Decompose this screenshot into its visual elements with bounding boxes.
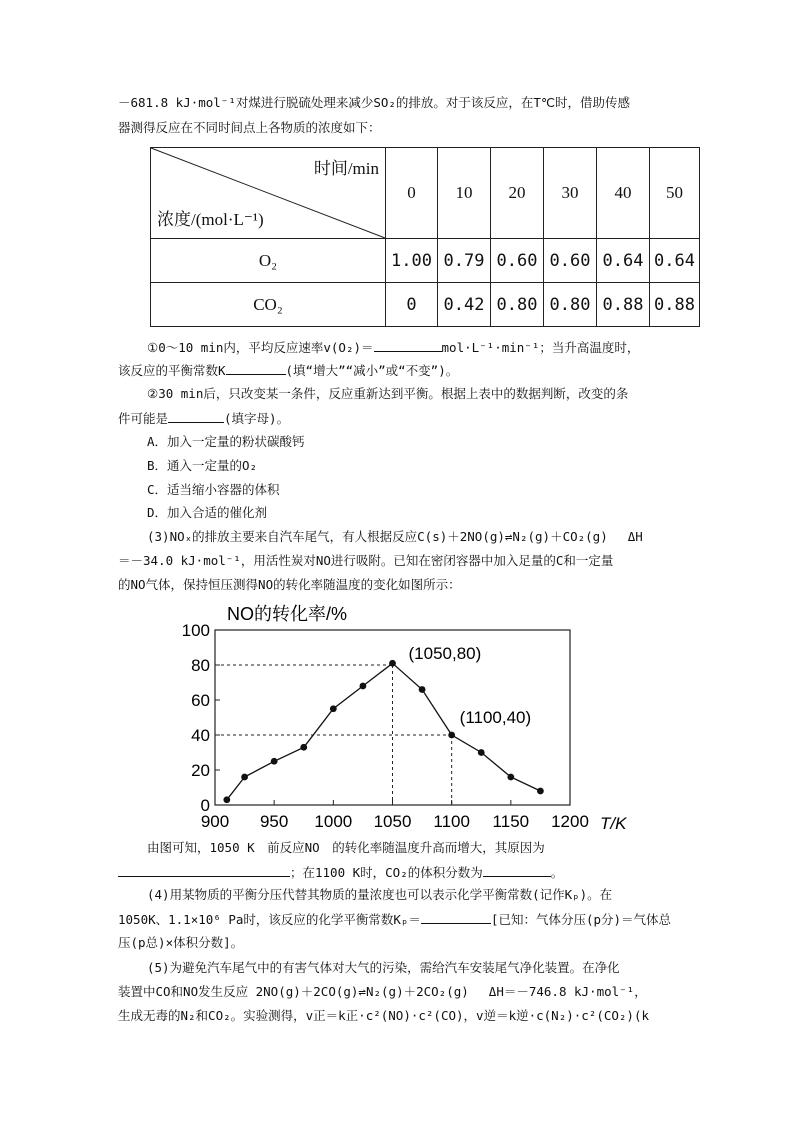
header-time: 时间/min	[313, 159, 379, 178]
data-point	[241, 774, 248, 781]
value-cell: 1.00	[386, 239, 438, 283]
y-axis-label: NO的转化率/%	[227, 604, 348, 624]
option-a: A．加入一定量的粉状碳酸钙	[147, 434, 305, 449]
annotation-label: (1050,80)	[408, 644, 482, 663]
y-tick-label: 100	[181, 621, 210, 640]
data-point	[360, 683, 367, 690]
y-tick-label: 80	[191, 656, 210, 675]
x-tick-label: 950	[259, 812, 289, 831]
data-point	[478, 749, 485, 756]
species-cell: CO₂	[151, 283, 386, 327]
data-point	[271, 758, 278, 765]
data-point	[507, 774, 514, 781]
option-d: D．加入合适的催化剂	[147, 505, 268, 520]
time-header-cell: 20	[491, 148, 544, 239]
question-2-line-1: ②30 min后，只改变某一条件，反应重新达到平衡。根据上表中的数据判断，改变的条	[147, 386, 629, 401]
y-tick-label: 0	[200, 796, 210, 815]
answer-blank[interactable]	[483, 862, 551, 877]
question-1-text-a: ①0～10 min内，平均反应速率v(O₂)＝	[147, 340, 374, 355]
x-tick-label: 1150	[492, 812, 530, 831]
data-point	[223, 796, 230, 803]
question-3-line-3: 的NO气体，保持恒压测得NO的转化率随温度的变化如图所示：	[118, 577, 461, 592]
x-tick-label: 1200	[551, 812, 589, 831]
question-5-line-1: (5)为避免汽车尾气中的有害气体对大气的污染，需给汽车安装尾气净化装置。在净化	[147, 960, 620, 975]
question-1-text-b: mol·L⁻¹·min⁻¹；当升高温度时，	[441, 340, 640, 355]
series-line	[227, 663, 541, 800]
data-point	[448, 732, 455, 739]
data-point	[389, 660, 396, 667]
x-tick-label: 900	[200, 812, 230, 831]
question-3-line-1: (3)NOₓ的排放主要来自汽车尾气，有人根据反应C(s)＋2NO(g)⇌N₂(g)＋CO₂(g) ΔH	[147, 529, 643, 544]
value-cell: 0.64	[597, 239, 650, 283]
text-line-1: －681.8 kJ·mol⁻¹对煤进行脱硫处理来减少SO₂的排放。对于该反应，在T℃时，借助传感	[118, 95, 631, 110]
value-cell: 0	[386, 283, 438, 327]
question-1-line-1	[147, 337, 707, 358]
value-cell: 0.60	[544, 239, 597, 283]
value-cell: 0.64	[650, 239, 700, 283]
text-line-2: 器测得反应在不同时间点上各物质的浓度如下：	[118, 120, 381, 135]
x-axis-label: T/K	[600, 814, 627, 833]
option-b: B．通入一定量的O₂	[147, 458, 258, 473]
graph-question-text-c: 。	[550, 865, 564, 880]
answer-blank[interactable]	[168, 408, 224, 423]
question-4-text-b: 1050K、1.1×10⁶ Pa时，该反应的化学平衡常数Kₚ＝	[118, 912, 421, 927]
question-2-line-2	[118, 408, 678, 429]
time-header-cell: 10	[438, 148, 491, 239]
value-cell: 0.79	[438, 239, 491, 283]
question-2-text-c: (填字母)。	[224, 411, 290, 426]
value-cell: 0.60	[491, 239, 544, 283]
graph-question-text-b: ；在1100 K时，CO₂的体积分数为	[290, 865, 483, 880]
question-5-line-3: 生成无毒的N₂和CO₂。实验测得，v正＝k正·c²(NO)·c²(CO)，v逆＝k逆·c(N₂)·c²(CO₂)(k	[118, 1008, 650, 1023]
time-header-cell: 40	[597, 148, 650, 239]
question-5-line-2: 装置中CO和NO发生反应 2NO(g)＋2CO(g)⇌N₂(g)＋2CO₂(g) ΔH＝－746.8 kJ·mol⁻¹，	[118, 984, 647, 999]
time-header-cell: 30	[544, 148, 597, 239]
y-tick-label: 20	[191, 761, 210, 780]
x-tick-label: 1000	[314, 812, 353, 831]
y-tick-label: 40	[191, 726, 210, 745]
concentration-table	[150, 147, 700, 327]
question-3-line-2: ＝－34.0 kJ·mol⁻¹，用活性炭对NO进行吸附。已知在密闭容器中加入足量的C和一定量	[118, 553, 614, 568]
time-header-cell: 50	[650, 148, 700, 239]
species-cell: O₂	[151, 239, 386, 283]
value-cell: 0.42	[438, 283, 491, 327]
data-point	[419, 686, 426, 693]
answer-blank[interactable]	[421, 909, 491, 924]
question-4-line-1: (4)用某物质的平衡分压代替其物质的量浓度也可以表示化学平衡常数(记作Kₚ)。在	[147, 887, 613, 902]
value-cell: 0.80	[491, 283, 544, 327]
value-cell: 0.80	[544, 283, 597, 327]
question-1-text-c: 该反应的平衡常数K	[118, 363, 226, 378]
data-point	[537, 788, 544, 795]
graph-question-line-1: 由图可知，1050 K 前反应NO 的转化率随温度升高而增大，其原因为	[147, 840, 545, 855]
option-c: C．适当缩小容器的体积	[147, 482, 280, 497]
x-tick-label: 1100	[433, 812, 470, 831]
conversion-chart	[180, 590, 627, 835]
answer-blank[interactable]	[374, 337, 442, 352]
question-4-line-2	[118, 909, 678, 930]
question-4-line-3: 压(p总)×体积分数]。	[118, 935, 244, 950]
data-point	[300, 744, 307, 751]
question-4-text-c: [已知：气体分压(p分)＝气体总	[490, 912, 672, 927]
y-tick-label: 60	[191, 691, 210, 710]
table-corner-header	[151, 148, 386, 239]
answer-blank[interactable]	[226, 360, 286, 375]
annotation-label: (1100,40)	[459, 708, 532, 727]
data-point	[330, 705, 337, 712]
value-cell: 0.88	[650, 283, 700, 327]
question-1-text-d: (填“增大”“减小”或“不变”)。	[285, 363, 459, 378]
header-concentration: 浓度/(mol·L⁻¹)	[157, 210, 264, 229]
x-tick-label: 1050	[373, 812, 412, 831]
answer-blank[interactable]	[118, 862, 290, 877]
question-1-line-2	[118, 360, 678, 381]
value-cell: 0.88	[597, 283, 650, 327]
graph-question-line-2	[118, 862, 678, 883]
time-header-cell: 0	[386, 148, 438, 239]
question-2-text-b: 件可能是	[118, 411, 169, 426]
